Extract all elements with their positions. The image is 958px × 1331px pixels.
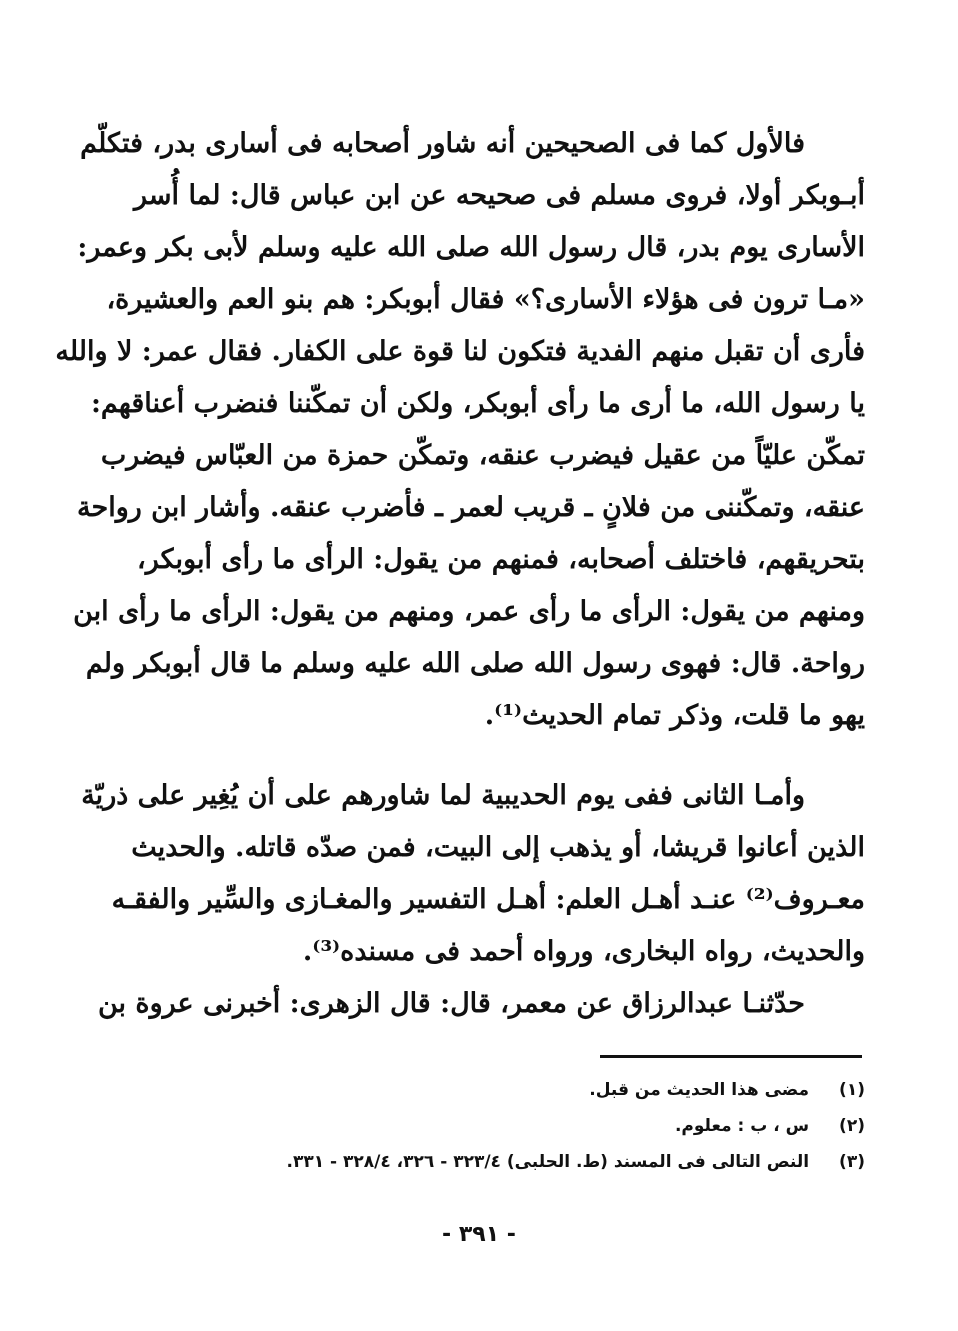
paragraph-2 (81, 770, 865, 1030)
footnote-item (200, 1108, 865, 1144)
footnote-number: (٣) (839, 1152, 865, 1172)
text-line: الأسارى يوم بدر، قال رسول الله صلى الله عليه وسلم لأبى بكر وعمر: (77, 232, 865, 263)
text-line: والحديث، رواه البخارى، ورواه أحمد فى مسنده⁽³⁾. (302, 936, 865, 967)
text-line: يهو ما قلت، وذكر تمام الحديث⁽¹⁾. (484, 700, 865, 731)
footnote-text: مضى هذا الحديث من قبل. (589, 1080, 810, 1100)
paragraph-1 (55, 118, 865, 742)
text-line: حدّثنـا عبدالرزاق عن معمر، قال: قال الزهرى: أخبرنى عروة بن (97, 988, 805, 1019)
footnote-item (200, 1072, 865, 1108)
text-line: تمكّن عليّاً من عقيل فيضرب عنقه، وتمكّن حمزة من العبّاس فيضرب (100, 440, 865, 471)
text-line: أبـوبكر أولا، فروى مسلم فى صحيحه عن ابن عباس قال: لما أُسر (134, 180, 865, 211)
text-line: وأمـا الثانى ففى يوم الحديبية لما شاورهم على أن يُغِير على ذريّة (81, 780, 805, 811)
page-number: - ٣٩١ - (442, 1222, 516, 1247)
text-line: رواحة. قال: فهوى رسول الله صلى الله عليه وسلم ما قال أبوبكر ولم (85, 648, 865, 679)
text-line: يا رسول الله، ما أرى ما رأى أبوبكر، ولكن أن تمكّننا فنضرب أعناقهم: (90, 388, 865, 419)
text-line: فالأول كما فى الصحيحين أنه شاور أصحابه فى أسارى بدر، فتكلّم (80, 128, 805, 159)
text-line: «مـا ترون فى هؤلاء الأسارى؟» فقال أبوبكر: هم بنو العم والعشيرة، (106, 284, 865, 315)
footnote-text: س ، ب : معلوم. (674, 1116, 810, 1136)
text-line: معـروف⁽²⁾ عنـد أهـل العلم: أهـل التفسير والمغـازى والسِّير والفقـه (111, 884, 865, 915)
footnote-number: (٢) (839, 1116, 865, 1136)
text-line: ومنهم من يقول: الرأى ما رأى عمر، ومنهم من يقول: الرأى ما رأى ابن (73, 596, 865, 627)
footnote-divider (600, 1055, 862, 1058)
footnotes (200, 1072, 865, 1180)
footnote-number: (١) (839, 1080, 865, 1100)
text-line: عنقه، وتمكّننى من فلانٍ ـ قريب لعمر ـ فأضرب عنقه. وأشار ابن رواحة (77, 492, 865, 523)
footnote-text: النص التالى فى المسند (ط. الحلبى) ٣٢٣/٤ - ٣٢٦، ٣٢٨/٤ - ٣٣١. (286, 1152, 810, 1172)
text-line: بتحريقهم، فاختلف أصحابه، فمنهم من يقول: الرأى ما رأى أبوبكر، (137, 544, 865, 575)
text-line: الذين أعانوا قريشا، أو يذهب إلى البيت، فمن صدّه قاتله. والحديث (131, 832, 865, 863)
text-line: فأرى أن تقبل منهم الفدية فتكون لنا قوة على الكفار. فقال عمر: لا والله (55, 336, 865, 367)
footnote-item (200, 1144, 865, 1180)
